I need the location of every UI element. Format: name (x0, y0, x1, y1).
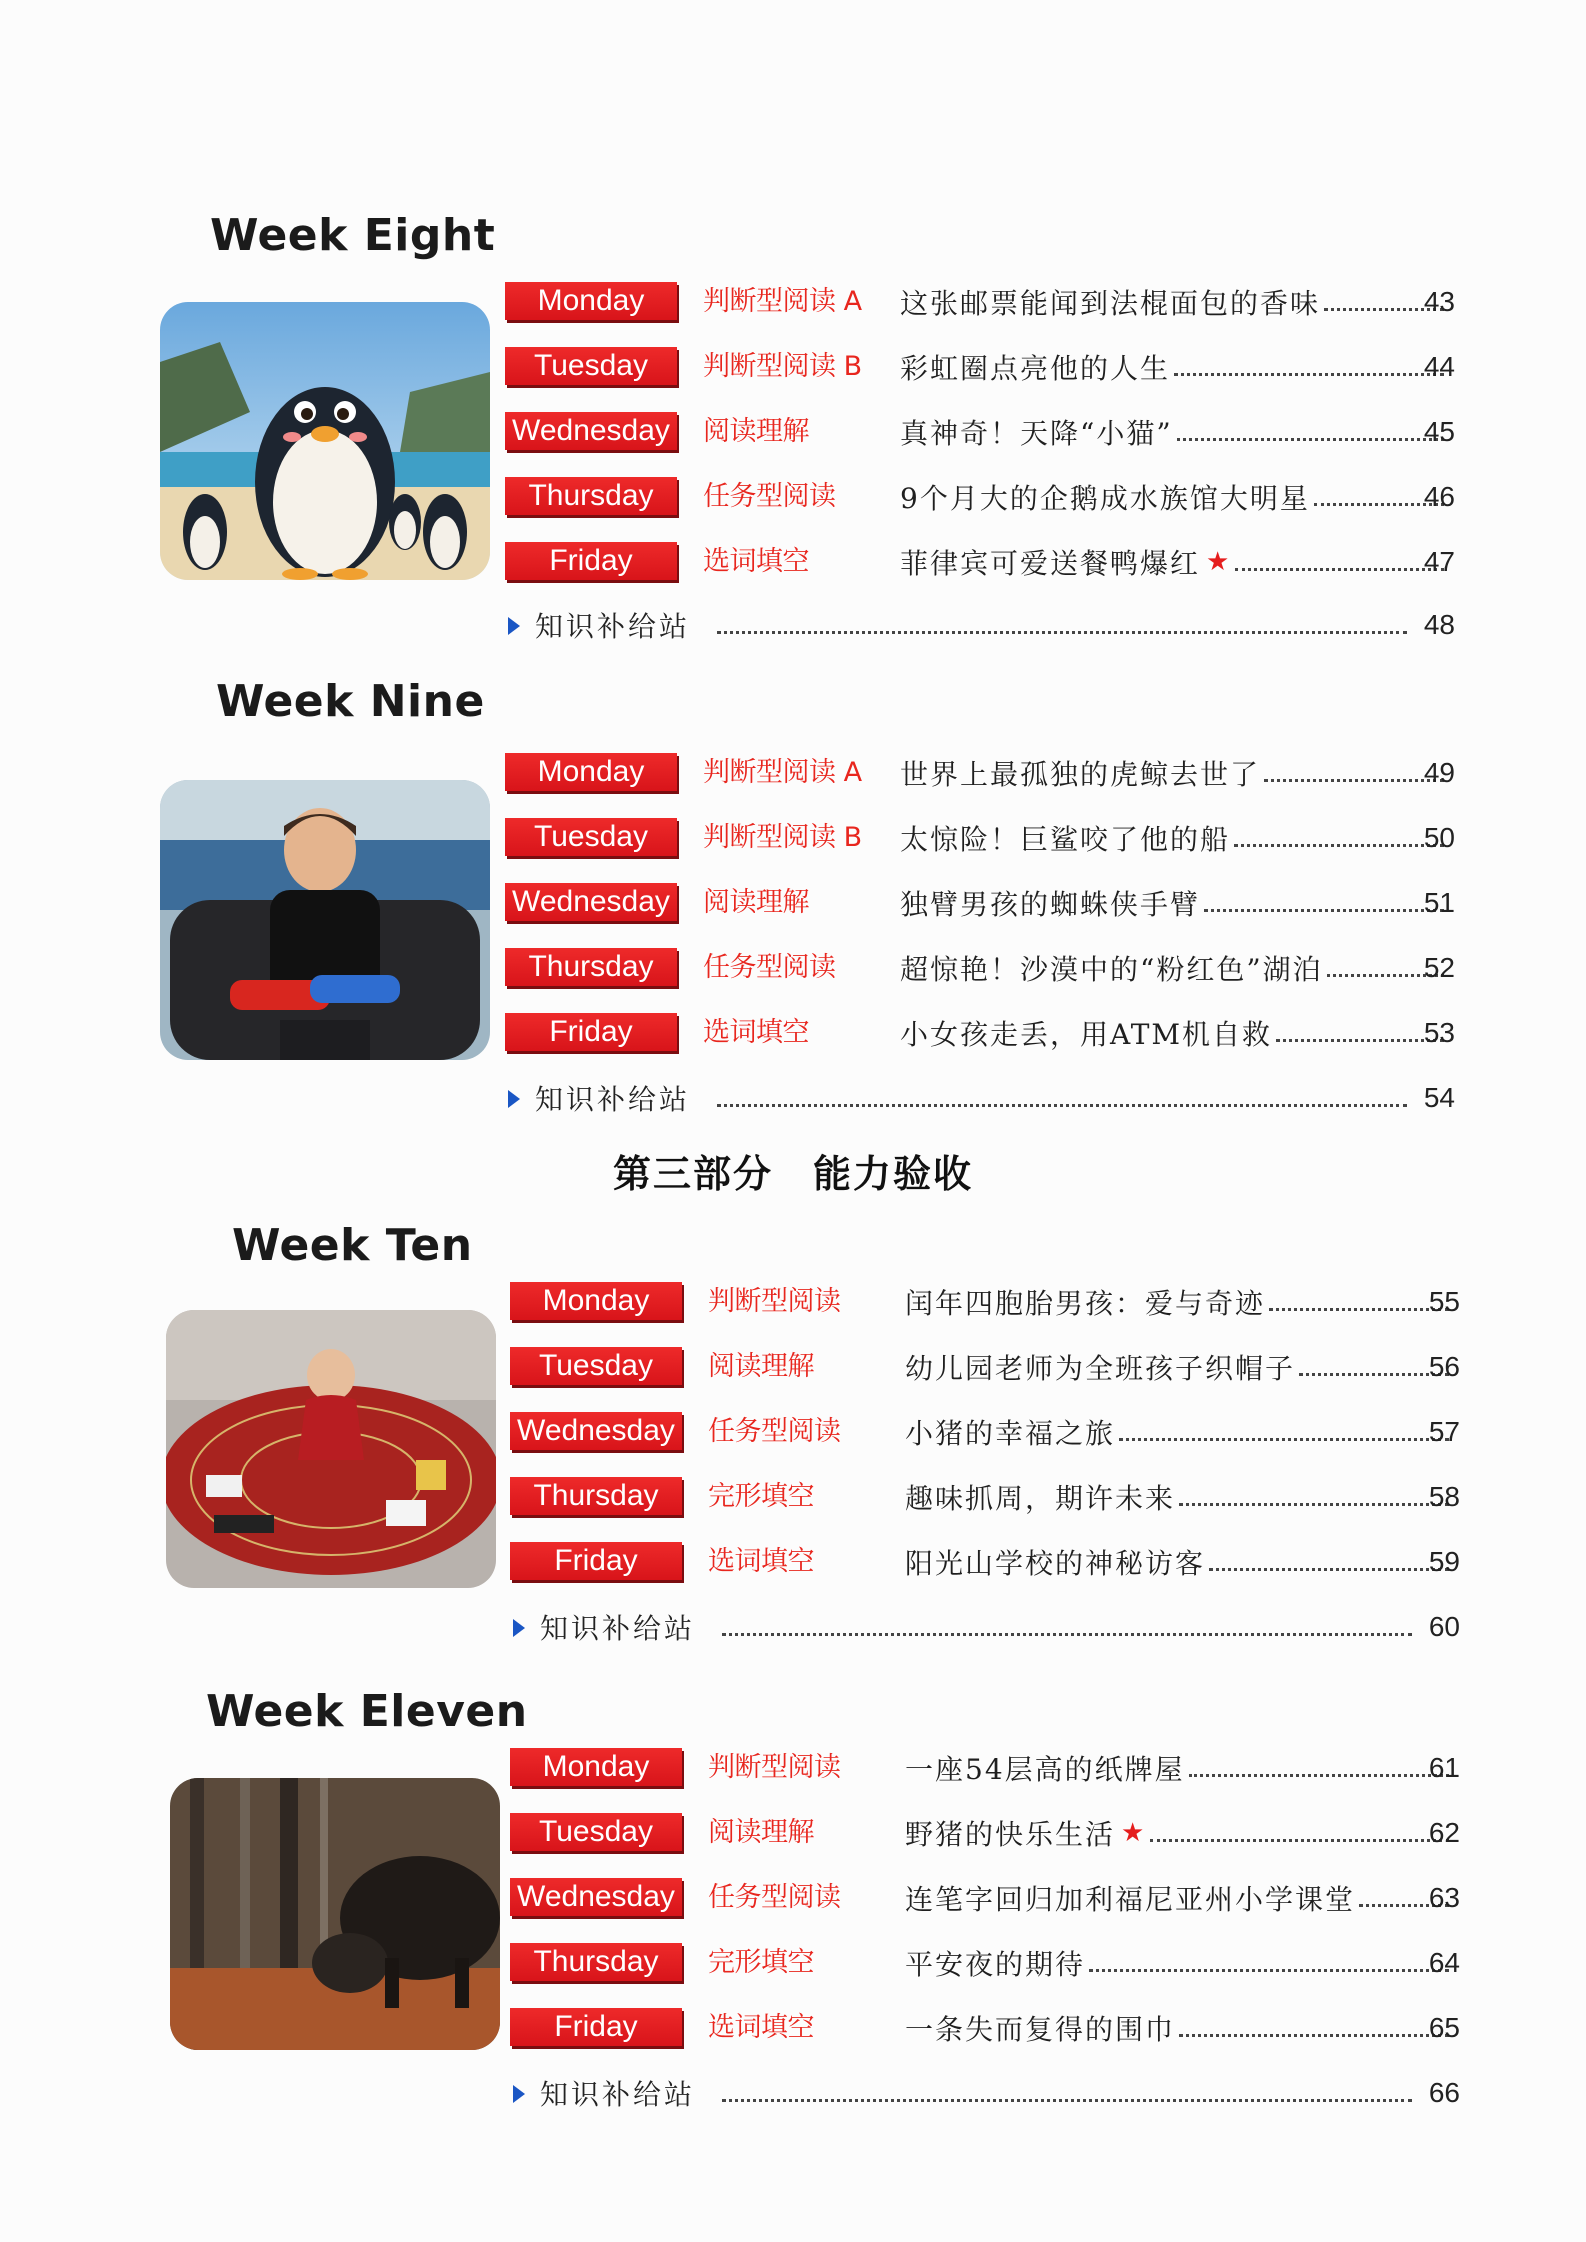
lesson-type: 选词填空 (708, 1546, 814, 1577)
lesson-title: 趣味抓周，期许未来 (905, 1482, 1176, 1515)
lesson-title-line (900, 412, 1448, 452)
lesson-type: 选词填空 (703, 1017, 809, 1048)
baby-photo (166, 1310, 496, 1588)
lesson-title: 平安夜的期待 (905, 1948, 1086, 1981)
day-badge: Friday (510, 2008, 682, 2046)
lesson-title-line (900, 818, 1448, 858)
dot-leader (717, 631, 1407, 634)
page-number: 64 (1428, 1947, 1460, 1978)
day-badge: Friday (505, 542, 677, 580)
page-number: 49 (1423, 757, 1455, 788)
lesson-type: 任务型阅读 (703, 481, 836, 512)
lesson-type: 判断型阅读 (708, 1752, 841, 1783)
lesson-type: 判断型阅读 B (703, 351, 862, 382)
dot-leader (1089, 1969, 1449, 1972)
day-badge: Tuesday (510, 1347, 682, 1385)
lesson-title: 小女孩走丢，用ATM机自救 (900, 1018, 1273, 1051)
day-badge: Tuesday (505, 818, 677, 856)
lesson-title: 世界上最孤独的虎鲸去世了 (900, 758, 1261, 791)
supplement-label: 知识补给站 (535, 1083, 691, 1116)
lesson-title-line (900, 542, 1448, 582)
dot-leader (1119, 1438, 1449, 1441)
lesson-title: 幼儿园老师为全班孩子织帽子 (905, 1352, 1296, 1385)
lesson-row[interactable] (505, 816, 1455, 860)
lesson-title-line (905, 2008, 1453, 2048)
day-badge: Tuesday (510, 1813, 682, 1851)
lesson-title-line (905, 1878, 1453, 1918)
triangle-bullet-icon (508, 617, 520, 635)
lesson-row[interactable] (510, 1746, 1460, 1790)
page-number: 59 (1428, 1546, 1460, 1577)
page-number: 51 (1423, 887, 1455, 918)
supplement-label: 知识补给站 (540, 1612, 696, 1645)
lesson-title: 闰年四胞胎男孩：爱与奇迹 (905, 1287, 1266, 1320)
lesson-row[interactable] (505, 540, 1455, 584)
lesson-title: 真神奇！天降“小猫” (900, 417, 1173, 450)
day-badge: Monday (510, 1748, 682, 1786)
day-badge: Thursday (510, 1943, 682, 1981)
week-nine-section (0, 676, 1586, 1116)
triangle-bullet-icon (513, 2085, 525, 2103)
lesson-title: 超惊艳！沙漠中的“粉红色”湖泊 (900, 953, 1323, 986)
page-number: 52 (1423, 952, 1455, 983)
lesson-type: 阅读理解 (703, 887, 809, 918)
dot-leader (722, 1633, 1412, 1636)
lesson-title: 阳光山学校的神秘访客 (905, 1547, 1206, 1580)
lesson-row[interactable] (505, 280, 1455, 324)
lesson-title-line (905, 1347, 1453, 1387)
lesson-title: 小猪的幸福之旅 (905, 1417, 1116, 1450)
day-badge: Wednesday (510, 1878, 682, 1916)
lesson-type: 选词填空 (703, 546, 809, 577)
lesson-type: 判断型阅读 A (703, 757, 862, 788)
dot-leader (722, 2099, 1412, 2102)
lesson-type: 选词填空 (708, 2012, 814, 2043)
lesson-row[interactable] (510, 1941, 1460, 1985)
page-number: 55 (1428, 1286, 1460, 1317)
lesson-row[interactable] (505, 946, 1455, 990)
dot-leader (1174, 373, 1444, 376)
lesson-title-line (905, 1477, 1453, 1517)
dot-leader (1204, 909, 1444, 912)
page-number: 60 (1428, 1611, 1460, 1642)
supplement-label: 知识补给站 (535, 610, 691, 643)
day-badge: Tuesday (505, 347, 677, 385)
day-badge: Monday (505, 282, 677, 320)
lesson-title-line (905, 1813, 1453, 1853)
lesson-title: 一条失而复得的围巾 (905, 2013, 1176, 2046)
lesson-title-line (905, 1542, 1453, 1582)
lesson-title-line (900, 477, 1448, 517)
day-badge: Thursday (505, 948, 677, 986)
part-heading: 第三部分 能力验收 (612, 1152, 973, 1196)
lesson-row[interactable] (505, 410, 1455, 454)
page-number: 46 (1423, 481, 1455, 512)
week-eight-section (0, 210, 1586, 643)
lesson-row[interactable] (505, 345, 1455, 389)
dot-leader (1234, 844, 1444, 847)
supplement-label: 知识补给站 (540, 2078, 696, 2111)
lesson-type: 任务型阅读 (708, 1882, 841, 1913)
page-number: 48 (1423, 609, 1455, 640)
day-badge: Thursday (505, 477, 677, 515)
week-title: Week Ten (232, 1220, 473, 1271)
page-number: 44 (1423, 351, 1455, 382)
knowledge-supplement-row[interactable] (510, 2071, 1460, 2115)
week-eleven-section (0, 1686, 1586, 2111)
lesson-title-line (900, 347, 1448, 387)
page-number: 50 (1423, 822, 1455, 853)
dot-leader (1150, 1839, 1449, 1842)
lesson-type: 任务型阅读 (703, 952, 836, 983)
lesson-row[interactable] (505, 881, 1455, 925)
dot-leader (1189, 1774, 1449, 1777)
page-number: 66 (1428, 2077, 1460, 2108)
page-number: 57 (1428, 1416, 1460, 1447)
page-number: 62 (1428, 1817, 1460, 1848)
page-number: 58 (1428, 1481, 1460, 1512)
lesson-title: 连笔字回归加利福尼亚州小学课堂 (905, 1883, 1356, 1916)
lesson-row[interactable] (510, 2006, 1460, 2050)
wild-boar-photo (170, 1778, 500, 2050)
lesson-row[interactable] (510, 1410, 1460, 1454)
lesson-title: 9个月大的企鹅成水族馆大明星 (900, 482, 1310, 515)
day-badge: Monday (505, 753, 677, 791)
page-number: 54 (1423, 1082, 1455, 1113)
day-badge: Wednesday (505, 412, 677, 450)
lesson-row[interactable] (505, 475, 1455, 519)
lesson-row[interactable] (510, 1540, 1460, 1584)
lesson-title: 独臂男孩的蜘蛛侠手臂 (900, 888, 1201, 921)
lesson-row[interactable] (510, 1280, 1460, 1324)
lesson-title: 太惊险！巨鲨咬了他的船 (900, 823, 1231, 856)
lesson-type: 任务型阅读 (708, 1416, 841, 1447)
lesson-title-line (900, 282, 1448, 322)
lesson-row[interactable] (505, 751, 1455, 795)
page-number: 56 (1428, 1351, 1460, 1382)
dot-leader (1179, 1503, 1449, 1506)
week-ten-section (0, 1220, 1586, 1645)
lesson-type: 完形填空 (708, 1481, 814, 1512)
lesson-title-line (905, 1282, 1453, 1322)
lesson-title-line (905, 1412, 1453, 1452)
day-badge: Wednesday (505, 883, 677, 921)
lesson-type: 阅读理解 (703, 416, 809, 447)
week-title: Week Eleven (206, 1686, 528, 1737)
lesson-type: 判断型阅读 B (703, 822, 862, 853)
lesson-title-line (900, 1013, 1448, 1053)
day-badge: Friday (505, 1013, 677, 1051)
page-number: 65 (1428, 2012, 1460, 2043)
lesson-title: 彩虹圈点亮他的人生 (900, 352, 1171, 385)
dot-leader (1209, 1568, 1449, 1571)
week-title: Week Eight (210, 210, 496, 261)
lesson-type: 判断型阅读 (708, 1286, 841, 1317)
penguin-illustration (160, 302, 490, 580)
day-badge: Monday (510, 1282, 682, 1320)
knowledge-supplement-row[interactable] (505, 603, 1455, 647)
lesson-row[interactable] (510, 1876, 1460, 1920)
lesson-title-line (905, 1943, 1453, 1983)
dot-leader (1177, 438, 1444, 441)
lesson-row[interactable] (510, 1811, 1460, 1855)
dot-leader (717, 1104, 1407, 1107)
page-number: 47 (1423, 546, 1455, 577)
lesson-title: 野猪的快乐生活 (905, 1818, 1116, 1851)
boy-photo (160, 780, 490, 1060)
lesson-type: 完形填空 (708, 1947, 814, 1978)
dot-leader (1179, 2034, 1449, 2037)
lesson-row[interactable] (505, 1011, 1455, 1055)
star-icon: ★ (1121, 1818, 1147, 1848)
lesson-row[interactable] (510, 1345, 1460, 1389)
lesson-type: 判断型阅读 A (703, 286, 862, 317)
lesson-title: 菲律宾可爱送餐鸭爆红 (900, 547, 1201, 580)
triangle-bullet-icon (508, 1090, 520, 1108)
knowledge-supplement-row[interactable] (505, 1076, 1455, 1120)
lesson-title-line (905, 1748, 1453, 1788)
page-number: 45 (1423, 416, 1455, 447)
lesson-title: 一座54层高的纸牌屋 (905, 1753, 1185, 1786)
lesson-type: 阅读理解 (708, 1817, 814, 1848)
lesson-type: 阅读理解 (708, 1351, 814, 1382)
lesson-title: 这张邮票能闻到法棍面包的香味 (900, 287, 1321, 320)
triangle-bullet-icon (513, 1619, 525, 1637)
dot-leader (1235, 568, 1444, 571)
week-title: Week Nine (216, 676, 485, 727)
page-number: 53 (1423, 1017, 1455, 1048)
lesson-title-line (900, 948, 1448, 988)
day-badge: Friday (510, 1542, 682, 1580)
lesson-title-line (900, 883, 1448, 923)
lesson-row[interactable] (510, 1475, 1460, 1519)
day-badge: Wednesday (510, 1412, 682, 1450)
star-icon: ★ (1206, 547, 1232, 577)
page-number: 61 (1428, 1752, 1460, 1783)
knowledge-supplement-row[interactable] (510, 1605, 1460, 1649)
day-badge: Thursday (510, 1477, 682, 1515)
page-number: 43 (1423, 286, 1455, 317)
lesson-title-line (900, 753, 1448, 793)
page-number: 63 (1428, 1882, 1460, 1913)
